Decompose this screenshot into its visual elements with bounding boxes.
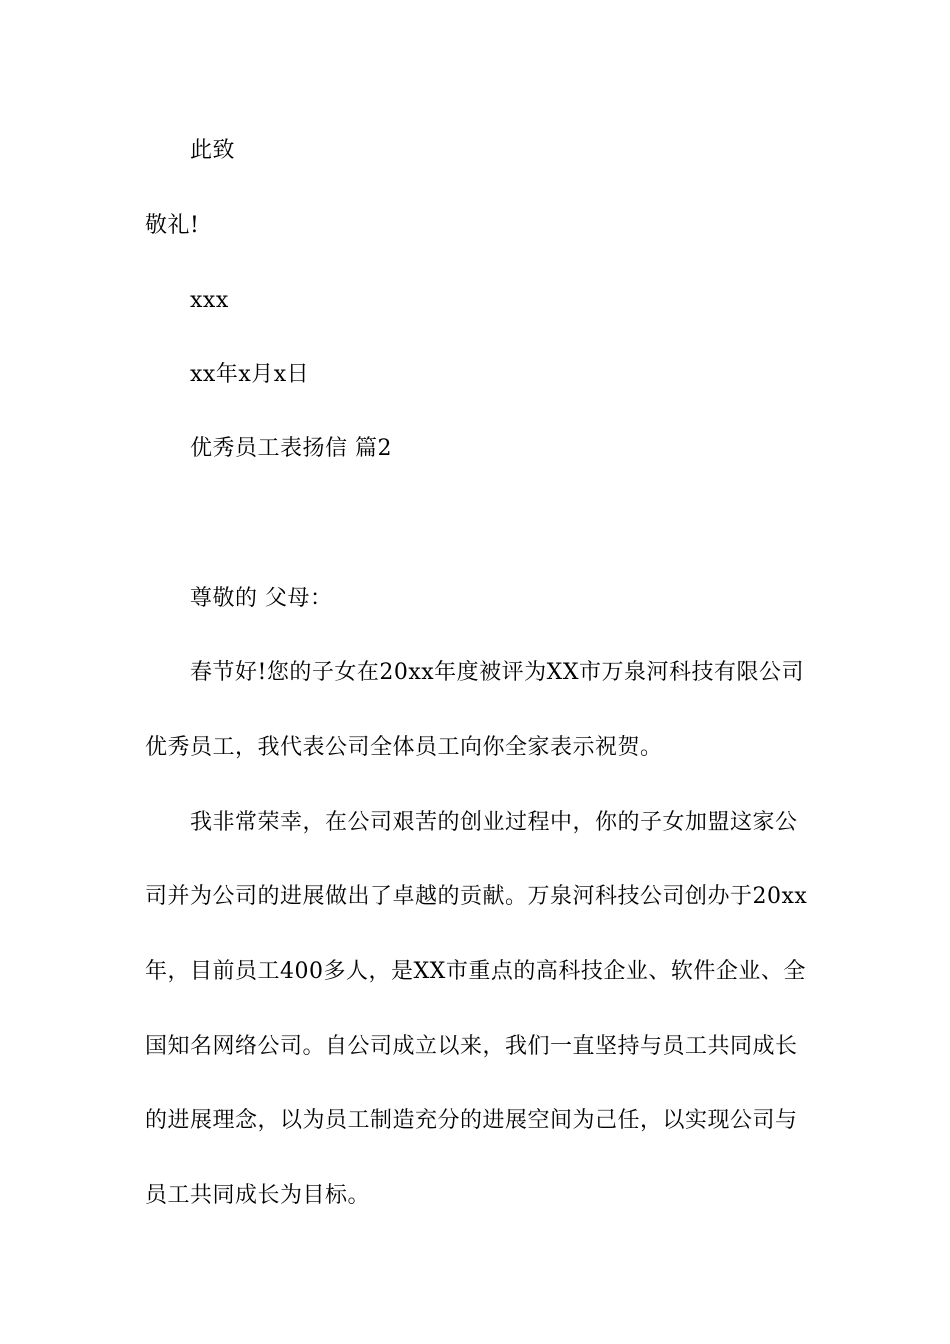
paragraph-1-line-2: 优秀员工，我代表公司全体员工向你全家表示祝贺。 xyxy=(145,735,663,760)
signature: xxx xyxy=(190,288,229,313)
paragraph-1-line-1: 春节好!您的子女在20xx年度被评为XX市万泉河科技有限公司 xyxy=(190,660,804,685)
paragraph-2-line-4: 国知名网络公司。自公司成立以来，我们一直坚持与员工共同成长 xyxy=(145,1034,798,1059)
paragraph-2-line-6: 员工共同成长为目标。 xyxy=(145,1183,371,1208)
paragraph-2-line-5: 的进展理念，以为员工制造充分的进展空间为己任，以实现公司与 xyxy=(145,1108,798,1133)
closing-salutation-2: 敬礼! xyxy=(145,213,200,238)
paragraph-2-line-2: 司并为公司的进展做出了卓越的贡献。万泉河科技公司创办于20xx xyxy=(145,884,808,909)
paragraph-2-line-3: 年，目前员工400多人，是XX市重点的高科技企业、软件企业、全 xyxy=(145,959,806,984)
closing-salutation-1: 此致 xyxy=(190,138,236,163)
section-title: 优秀员工表扬信 篇2 xyxy=(190,436,392,461)
paragraph-2-line-1: 我非常荣幸，在公司艰苦的创业过程中，你的子女加盟这家公 xyxy=(190,810,798,835)
letter-date: xx年x月x日 xyxy=(190,362,310,387)
letter-greeting: 尊敬的 父母： xyxy=(190,586,333,611)
